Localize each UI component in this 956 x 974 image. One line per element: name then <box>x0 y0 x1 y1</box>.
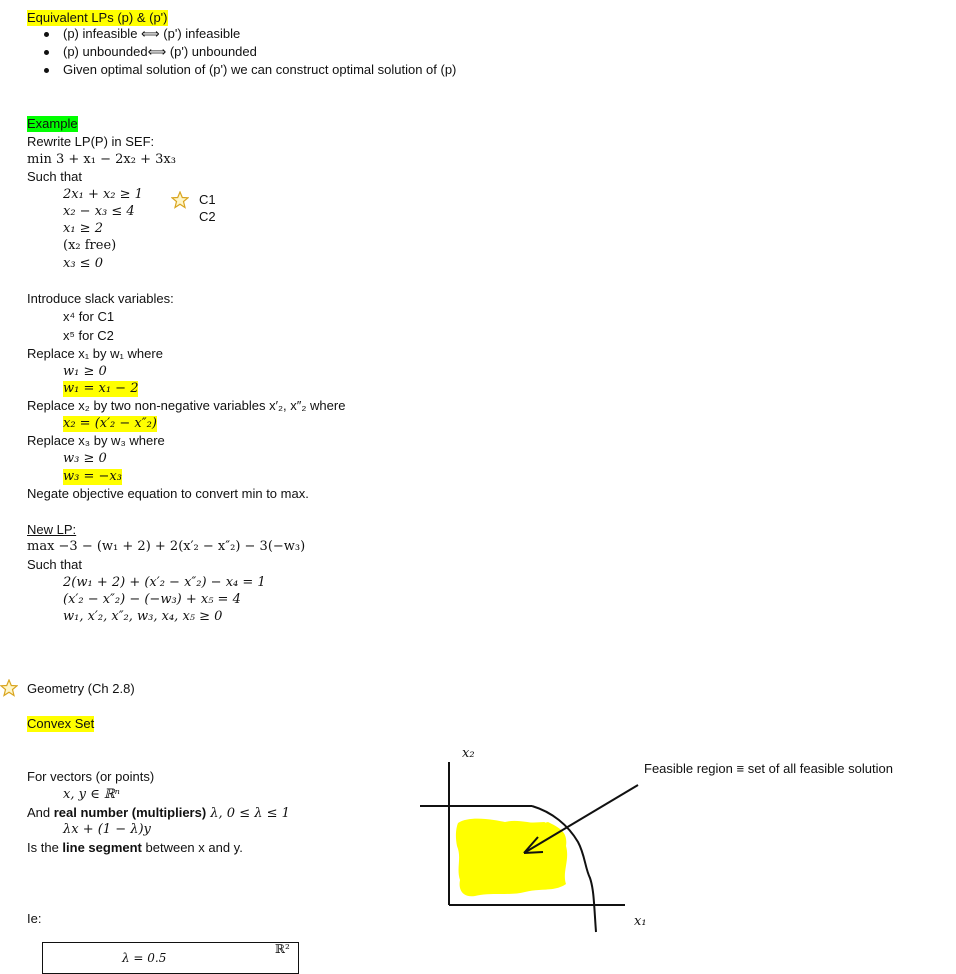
ie-label: Ie: <box>27 911 42 926</box>
w3-nonneg: w₃ ≥ 0 <box>63 451 107 466</box>
between-text: between x and y. <box>141 840 243 855</box>
constraint-5: x₃ ≤ 0 <box>63 256 103 271</box>
slack-intro: Introduce slack variables: <box>27 291 174 306</box>
example-heading: Example <box>27 116 78 131</box>
lambda-partial: λ = 0.5 <box>122 951 167 965</box>
convex-combination: λx + (1 − λ)y <box>63 822 151 837</box>
example-rewrite: Rewrite LP(P) in SEF: <box>27 134 155 149</box>
line-segment-bold: line segment <box>62 840 142 855</box>
real-number-bold: real number (multipliers) <box>53 805 207 820</box>
convex-set-heading: Convex Set <box>27 716 95 731</box>
sketch-x1-label: x₁ <box>634 914 647 929</box>
negate-note: Negate objective equation to convert min to max. <box>27 486 309 501</box>
geometry-heading: Geometry (Ch 2.8) <box>27 681 135 696</box>
sketch-x2-label: x₂ <box>462 746 475 761</box>
newlp-constraint-3: w₁, x′₂, x″₂, w₃, x₄, x₅ ≥ 0 <box>63 609 223 624</box>
r2-label: ℝ² <box>275 942 290 956</box>
constraint-label-c1: C1 <box>199 192 216 207</box>
lambda-range: λ, 0 ≤ λ ≤ 1 <box>206 806 290 821</box>
constraint-2: x₂ − x₃ ≤ 4 <box>63 204 135 219</box>
newlp-heading: New LP: <box>27 522 77 537</box>
slack-x4: x⁴ for C1 <box>63 309 115 324</box>
replace-x3: Replace x₃ by w₃ where <box>27 433 165 448</box>
arrow-line <box>524 785 638 853</box>
newlp-constraint-2: (x′₂ − x″₂) − (−w₃) + x₅ = 4 <box>63 592 241 607</box>
w1-nonneg: w₁ ≥ 0 <box>63 364 107 379</box>
w1-definition: w₁ = x₁ − 2 <box>63 381 139 396</box>
is-the: Is the <box>27 840 63 855</box>
example-objective: min 3 + x₁ − 2x₂ + 3x₃ <box>27 152 176 167</box>
slack-x5: x⁵ for C2 <box>63 328 114 343</box>
constraint-label-c2: C2 <box>199 209 216 224</box>
equiv-bullet-2: (p) unbounded⟺ (p') unbounded <box>63 44 257 59</box>
equiv-heading: Equivalent LPs (p) & (p') <box>27 10 168 25</box>
constraint-1: 2x₁ + x₂ ≥ 1 <box>63 187 143 202</box>
replace-x1: Replace x₁ by w₁ where <box>27 346 163 361</box>
for-vectors: For vectors (or points) <box>27 769 155 784</box>
w3-definition: w₃ = −x₃ <box>63 469 122 484</box>
example-such-that: Such that <box>27 169 82 184</box>
feasible-region-label: Feasible region ≡ set of all feasible solution <box>644 761 893 776</box>
equiv-bullet-1: (p) infeasible ⟺ (p') infeasible <box>63 26 241 41</box>
newlp-such-that: Such that <box>27 557 82 572</box>
equiv-bullet-3: Given optimal solution of (p') we can construct optimal solution of (p) <box>63 62 457 77</box>
constraint-3: x₁ ≥ 2 <box>63 221 103 236</box>
newlp-objective: max −3 − (w₁ + 2) + 2(x′₂ − x″₂) − 3(−w₃) <box>27 539 306 554</box>
newlp-constraint-1: 2(w₁ + 2) + (x′₂ − x″₂) − x₄ = 1 <box>63 575 266 590</box>
xy-in-rn: x, y ∈ ℝⁿ <box>63 787 120 802</box>
x2-definition: x₂ = (x′₂ − x″₂) <box>63 416 157 431</box>
replace-x2: Replace x₂ by two non-negative variables x′₂, x″₂ where <box>27 398 346 413</box>
constraint-4: (x₂ free) <box>63 238 117 253</box>
and-prefix: And <box>27 805 54 820</box>
